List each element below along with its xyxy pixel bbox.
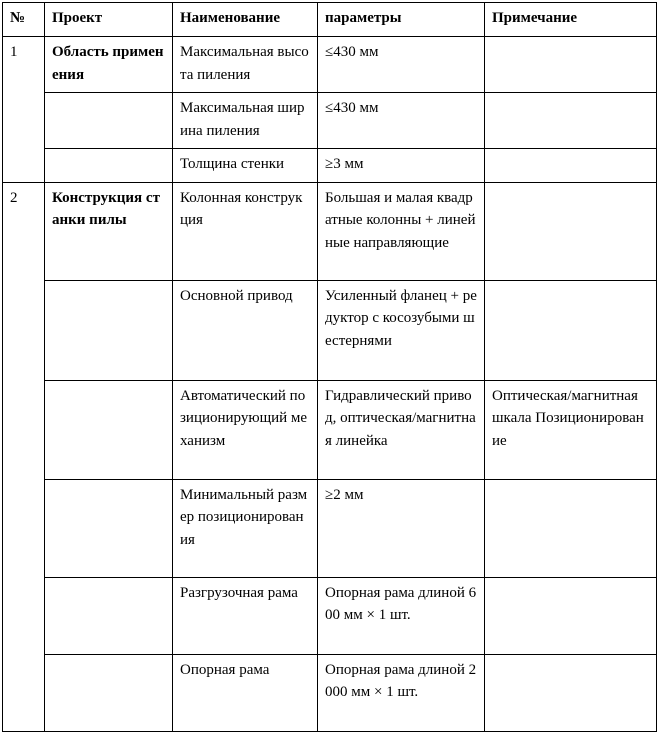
row-num bbox=[3, 577, 45, 654]
row-name: Толщина стенки bbox=[173, 149, 318, 183]
row-project bbox=[45, 93, 173, 149]
row-note bbox=[485, 182, 657, 280]
row-note bbox=[485, 280, 657, 380]
table-row bbox=[3, 380, 657, 479]
row-name: Опорная рама bbox=[173, 654, 318, 731]
table-row bbox=[3, 93, 657, 149]
row-num bbox=[3, 93, 45, 149]
table-row bbox=[3, 182, 657, 280]
table-row bbox=[3, 654, 657, 731]
row-note bbox=[485, 577, 657, 654]
row-note bbox=[485, 149, 657, 183]
row-num: 1 bbox=[3, 37, 45, 93]
row-num bbox=[3, 479, 45, 577]
row-project bbox=[45, 149, 173, 183]
row-name: Разгрузочная рама bbox=[173, 577, 318, 654]
row-project bbox=[45, 380, 173, 479]
row-name: Автоматический позиционирующий механизм bbox=[173, 380, 318, 479]
specification-table bbox=[2, 2, 657, 732]
row-project: Область применения bbox=[45, 37, 173, 93]
table-row bbox=[3, 280, 657, 380]
row-note bbox=[485, 654, 657, 731]
table-row bbox=[3, 37, 657, 93]
row-num bbox=[3, 280, 45, 380]
row-project bbox=[45, 654, 173, 731]
row-project: Конструкция станки пилы bbox=[45, 182, 173, 280]
row-params: ≥3 мм bbox=[318, 149, 485, 183]
row-note: Оптическая/магнитная шкала Позиционирование bbox=[485, 380, 657, 479]
header-name: Наименование bbox=[173, 3, 318, 37]
row-project bbox=[45, 577, 173, 654]
header-num: № bbox=[3, 3, 45, 37]
row-name: Основной привод bbox=[173, 280, 318, 380]
row-params: ≥2 мм bbox=[318, 479, 485, 577]
row-name: Минимальный размер позиционирования bbox=[173, 479, 318, 577]
row-num bbox=[3, 149, 45, 183]
table-row bbox=[3, 577, 657, 654]
row-note bbox=[485, 479, 657, 577]
table-row bbox=[3, 479, 657, 577]
row-project bbox=[45, 280, 173, 380]
row-params: Усиленный фланец + редуктор с косозубыми шестернями bbox=[318, 280, 485, 380]
header-params: параметры bbox=[318, 3, 485, 37]
row-params: ≤430 мм bbox=[318, 93, 485, 149]
row-name: Максимальная высота пиления bbox=[173, 37, 318, 93]
row-num: 2 bbox=[3, 182, 45, 280]
row-note bbox=[485, 93, 657, 149]
row-params: ≤430 мм bbox=[318, 37, 485, 93]
row-params: Гидравлический привод, оптическая/магнитная линейка bbox=[318, 380, 485, 479]
row-params: Большая и малая квадратные колонны + линейные направляющие bbox=[318, 182, 485, 280]
table-row bbox=[3, 149, 657, 183]
row-name: Максимальная ширина пиления bbox=[173, 93, 318, 149]
row-num bbox=[3, 654, 45, 731]
row-note bbox=[485, 37, 657, 93]
row-params: Опорная рама длиной 2000 мм × 1 шт. bbox=[318, 654, 485, 731]
row-params: Опорная рама длиной 600 мм × 1 шт. bbox=[318, 577, 485, 654]
table-header-row bbox=[3, 3, 657, 37]
row-num bbox=[3, 380, 45, 479]
header-note: Примечание bbox=[485, 3, 657, 37]
row-name: Колонная конструкция bbox=[173, 182, 318, 280]
header-project: Проект bbox=[45, 3, 173, 37]
row-project bbox=[45, 479, 173, 577]
